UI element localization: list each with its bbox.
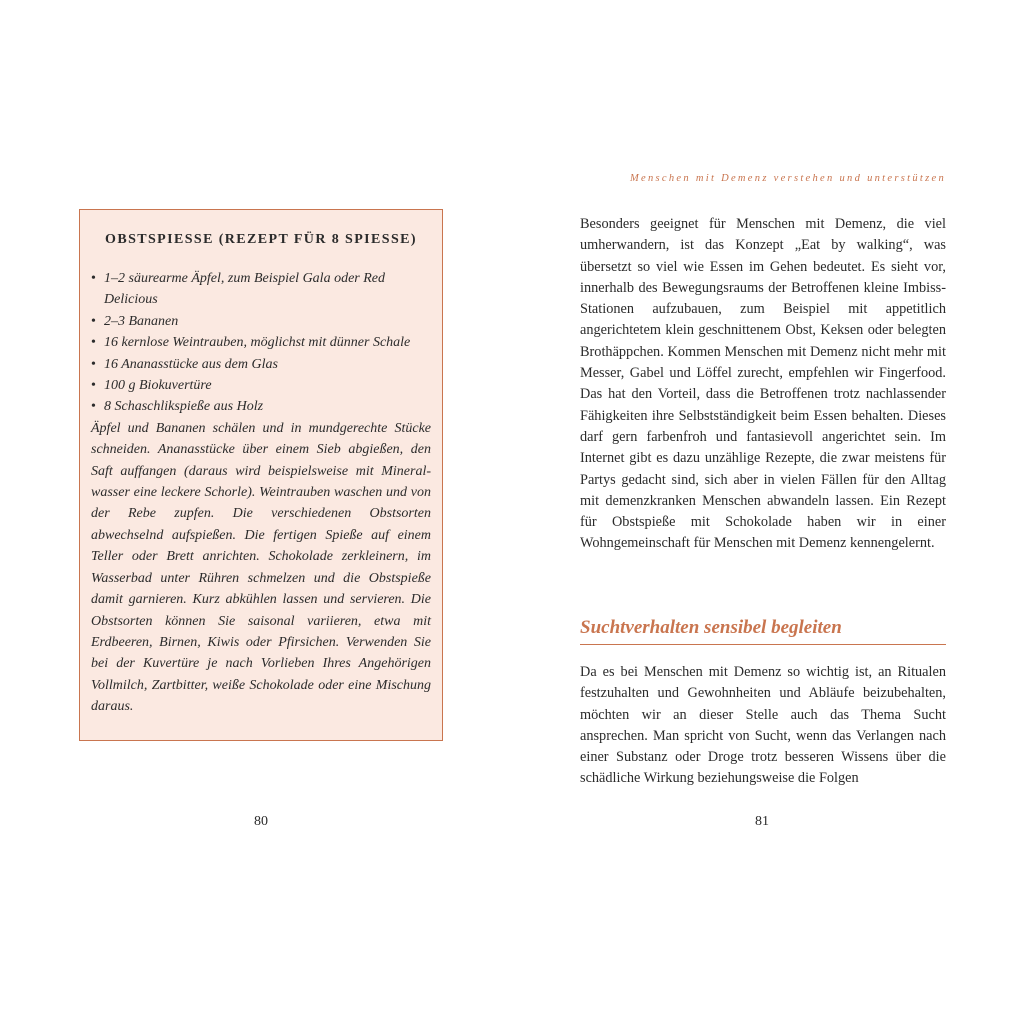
list-item: • 100 g Biokuvertüre (91, 378, 212, 394)
page-number-left: 80 (254, 814, 268, 829)
body-paragraph: Da es bei Menschen mit Demenz so wichtig ist, an Ritualen festzuhalten und Gewohnheiten und Abläufe beizubehalten, möchten wir an dieser Stelle auch das Thema Sucht ansprechen. Man spricht von Sucht, wenn das Verlangen nach einer Substanz oder Droge trotz besseren Wissens über die schädliche Wirkung beziehungsweise die Folgen (580, 664, 946, 787)
ingredient-text: 16 Ananasstücke aus dem Glas (104, 356, 278, 372)
list-item: • 16 kernlose Weintrauben, möglichst mit dünner Schale (91, 335, 411, 351)
ingredient-text: 1–2 säurearme Äpfel, zum Beispiel Gala oder Red Delicious (104, 271, 385, 308)
section-heading: Suchtverhalten sensibel begleiten (580, 617, 946, 645)
list-item: • 8 Schaschlikspieße aus Holz (91, 399, 264, 415)
ingredient-text: 8 Schaschlikspieße aus Holz (104, 399, 264, 415)
list-item: • 16 Ananasstücke aus dem Glas (91, 356, 278, 372)
list-item: • 2–3 Bananen (91, 313, 179, 329)
page-number-right: 81 (755, 814, 769, 829)
ingredient-text: 2–3 Bananen (104, 313, 179, 329)
running-header: Menschen mit Demenz verstehen und unterstützen (629, 173, 946, 184)
recipe-box (79, 209, 443, 741)
ingredient-text: 16 kernlose Weintrauben, möglichst mit dünner Schale (104, 335, 411, 351)
ingredient-list (91, 268, 431, 418)
right-page (512, 0, 1024, 1024)
recipe-title: OBSTSPIESSE (REZEPT FÜR 8 SPIESSE) (105, 232, 417, 247)
recipe-instructions: Äpfel und Bananen schälen und in mundgerechte Stücke schneiden. Ananasstücke über einem Sieb abgießen, den Saft auffangen (daraus wird beispielsweise mit Mineralwasser eine leckere Schorle). Weintrauben waschen und von der Rebe zupfen. Die verschiedenen Obstsorten abwechselnd aufspießen. Die fertigen Spieße auf einem Teller oder Brett anrichten. Schokolade zerkleinern, im Wasserbad unter Rühren schmelzen und die Obstspieße damit garnieren. Kurz abkühlen lassen und servieren. Die Obstsorten können Sie saisonal variieren, etwa mit Erdbeeren, Birnen, Kiwis oder Pfirsichen. Verwenden Sie bei der Kuvertüre je nach Vorlieben Ihres Angehörigen Vollmilch, Zartbitter, weiße Schokolade oder eine Mischung daraus. (91, 420, 431, 715)
body-paragraph: Besonders geeignet für Menschen mit Demenz, die viel umherwandern, ist das Konzept „Eat by walking“, was übersetzt so viel wie Essen im Gehen bedeutet. Es sieht vor, innerhalb des Bewegungsraums der Betroffenen kleine Imbiss-Stationen aufzubauen, zum Beispiel mit appetitlich angerichtetem klein geschnittenem Obst, Keksen oder belegten Brothäppchen. Kommen Menschen mit Demenz nicht mehr mit Messer, Gabel und Löffel zurecht, empfehlen wir Fingerfood. Das hat den Vorteil, dass die Betroffenen trotz nachlassender Fähigkeiten ihre Selbstständigkeit beim Essen behalten. Dieses darf gern farbenfroh und fantasievoll angerichtet sein. Im Internet gibt es dazu unzählige Rezepte, die zwar meistens für Partys gedacht sind, sich aber in vielen Fällen für den Alltag mit demenzkranken Menschen abwandeln lassen. Ein Rezept für Obstspieße mit Schokolade haben wir in einer Wohngemeinschaft für Menschen mit Demenz kennengelernt. (580, 216, 946, 552)
ingredient-text: 100 g Biokuvertüre (104, 378, 212, 394)
list-item: • 1–2 säurearme Äpfel, zum Beispiel Gala oder Red Delicious (91, 271, 385, 308)
